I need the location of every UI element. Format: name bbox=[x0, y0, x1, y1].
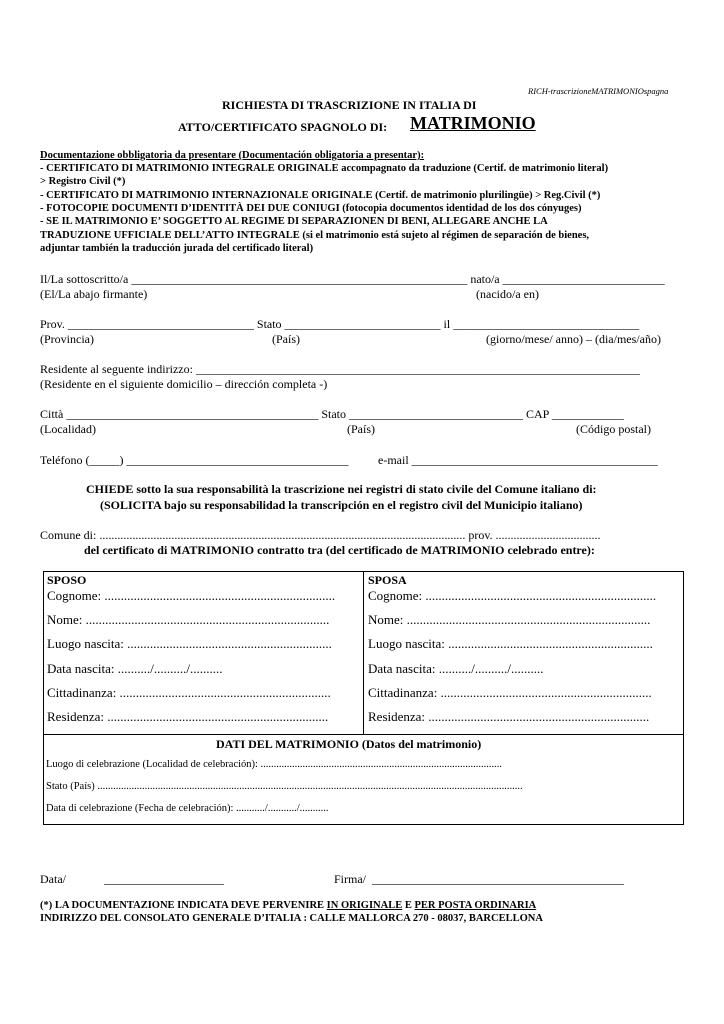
sposa-cognome-field[interactable]: Cognome: ....................................................................... bbox=[368, 588, 657, 603]
residente-field[interactable]: Residente al seguente indirizzo: __________________________________________________________________________ bbox=[40, 362, 640, 376]
luogo-celebrazione-field[interactable]: Luogo di celebrazione (Localidad de celebración): ............................................................................................ bbox=[46, 759, 503, 770]
comune-field[interactable]: Comune di: .......................................................................................................................... prov. ................................... bbox=[40, 528, 601, 542]
sottoscritto-es-label: (El/La abajo firmante) bbox=[40, 287, 148, 301]
docs-line: - CERTIFICATO DI MATRIMONIO INTERNAZIONALE ORIGINALE (Certif. de matrimonio plurilingüe) > Reg.Civil (*) bbox=[40, 190, 601, 201]
title-matrimonio: MATRIMONIO bbox=[410, 113, 536, 133]
sposo-title: SPOSO bbox=[47, 573, 87, 587]
footer-in-originale: IN ORIGINALE bbox=[326, 900, 403, 911]
provincia-stato-data-field[interactable]: Prov. _______________________________ Stato __________________________ il _______________________________ bbox=[40, 317, 640, 331]
title-line-1: RICHIESTA DI TRASCRIZIONE IN ITALIA DI bbox=[222, 98, 477, 112]
spouses-divider bbox=[363, 571, 364, 735]
footer-text-part: E bbox=[402, 900, 415, 911]
docs-line: adjuntar también la traducción jurada del certificado literal) bbox=[40, 243, 314, 254]
data-celebrazione-field[interactable]: Data di celebrazione (Fecha de celebración): .........../.........../........... bbox=[46, 803, 329, 814]
marriage-title: DATI DEL MATRIMONIO (Datos del matrimonio) bbox=[216, 737, 482, 751]
cap-es-label: (Código postal) bbox=[576, 422, 651, 436]
sposa-nome-field[interactable]: Nome: ........................................................................... bbox=[368, 612, 651, 627]
data-label: Data/ bbox=[40, 872, 66, 886]
citta-es-label: (Localidad) bbox=[40, 422, 96, 436]
nato-es-label: (nacido/a en) bbox=[476, 287, 539, 301]
request-line-1: CHIEDE sotto la sua responsabilità la trascrizione nei registri di stato civile del Comune italiano di: bbox=[86, 482, 597, 496]
title-line-2: ATTO/CERTIFICATO SPAGNOLO DI: bbox=[178, 120, 388, 134]
footer-posta-ordinaria: PER POSTA ORDINARIA bbox=[414, 900, 537, 911]
docs-line: > Registro Civil (*) bbox=[40, 176, 126, 187]
provincia-es-label: (Provincia) bbox=[40, 332, 94, 346]
sposo-nome-field[interactable]: Nome: ........................................................................... bbox=[47, 612, 330, 627]
firma-label: Firma/ bbox=[334, 872, 366, 886]
docs-heading: Documentazione obbligatoria da presentare (Documentación obligatoria a presentar): bbox=[40, 150, 425, 161]
email-field[interactable]: e-mail _________________________________________ bbox=[378, 453, 658, 467]
sposa-residenza-field[interactable]: Residenza: .................................................................... bbox=[368, 709, 650, 724]
sposo-cittadinanza-field[interactable]: Cittadinanza: ................................................................. bbox=[47, 685, 331, 700]
sposa-cittadinanza-field[interactable]: Cittadinanza: ................................................................. bbox=[368, 685, 652, 700]
document-reference: RICH-trascrizioneMATRIMONIOspagna bbox=[528, 86, 669, 96]
sposo-data-nascita-field[interactable]: Data nascita: ........../........../.......... bbox=[47, 661, 223, 676]
citta-stato-es-label: (País) bbox=[347, 422, 375, 436]
citta-stato-cap-field[interactable]: Città __________________________________________ Stato _____________________________ CAP ____________ bbox=[40, 407, 624, 421]
sposo-cognome-field[interactable]: Cognome: ....................................................................... bbox=[47, 588, 336, 603]
telefono-field[interactable]: Teléfono (_____) _____________________________________ bbox=[40, 453, 349, 467]
footer-line-2: INDIRIZZO DEL CONSOLATO GENERALE D’ITALIA : CALLE MALLORCA 270 - 08037, BARCELLONA bbox=[40, 913, 543, 924]
sposa-title: SPOSA bbox=[368, 573, 407, 587]
data-input-line[interactable]: ____________________ bbox=[104, 872, 224, 886]
docs-line: - FOTOCOPIE DOCUMENTI D’IDENTITÀ DEI DUE CONIUGI (fotocopia documentos identidad de los dos cónyuges) bbox=[40, 203, 582, 214]
certificato-line: del certificato di MATRIMONIO contratto tra (del certificado de MATRIMONIO celebrado entre): bbox=[84, 543, 595, 557]
stato-es-label: (País) bbox=[272, 332, 300, 346]
sposa-data-nascita-field[interactable]: Data nascita: ........../........../.......... bbox=[368, 661, 544, 676]
request-line-2: (SOLICITA bajo su responsabilidad la transcripción en el registro civil del Municipio italiano) bbox=[100, 498, 583, 512]
data-es-label: (giorno/mese/ anno) – (dia/mes/año) bbox=[486, 332, 661, 346]
docs-line: - SE IL MATRIMONIO E’ SOGGETTO AL REGIME DI SEPARAZIONEN DI BENI, ALLEGARE ANCHE LA bbox=[40, 216, 548, 227]
docs-line: - CERTIFICATO DI MATRIMONIO INTEGRALE ORIGINALE accompagnato da traduzione (Certif. de matrimonio literal) bbox=[40, 163, 609, 174]
docs-line: TRADUZIONE UFFICIALE DELL’ATTO INTEGRALE (si el matrimonio está sujeto al régimen de separación de bienes, bbox=[40, 230, 590, 241]
footer-line-1 bbox=[40, 900, 536, 911]
sposo-luogo-nascita-field[interactable]: Luogo nascita: ............................................................... bbox=[47, 636, 332, 651]
firma-input-line[interactable]: __________________________________________ bbox=[372, 872, 624, 886]
sposo-residenza-field[interactable]: Residenza: .................................................................... bbox=[47, 709, 329, 724]
sottoscritto-field[interactable]: Il/La sottoscritto/a ________________________________________________________ nato/a ___________________________ bbox=[40, 272, 665, 286]
residente-es-label: (Residente en el siguiente domicilio – dirección completa -) bbox=[40, 377, 328, 391]
sposa-luogo-nascita-field[interactable]: Luogo nascita: ............................................................... bbox=[368, 636, 653, 651]
stato-celebrazione-field[interactable]: Stato (País) .................................................................................................................................................................. bbox=[46, 781, 523, 792]
footer-text-part: (*) LA DOCUMENTAZIONE INDICATA DEVE PERVENIRE bbox=[40, 900, 327, 911]
